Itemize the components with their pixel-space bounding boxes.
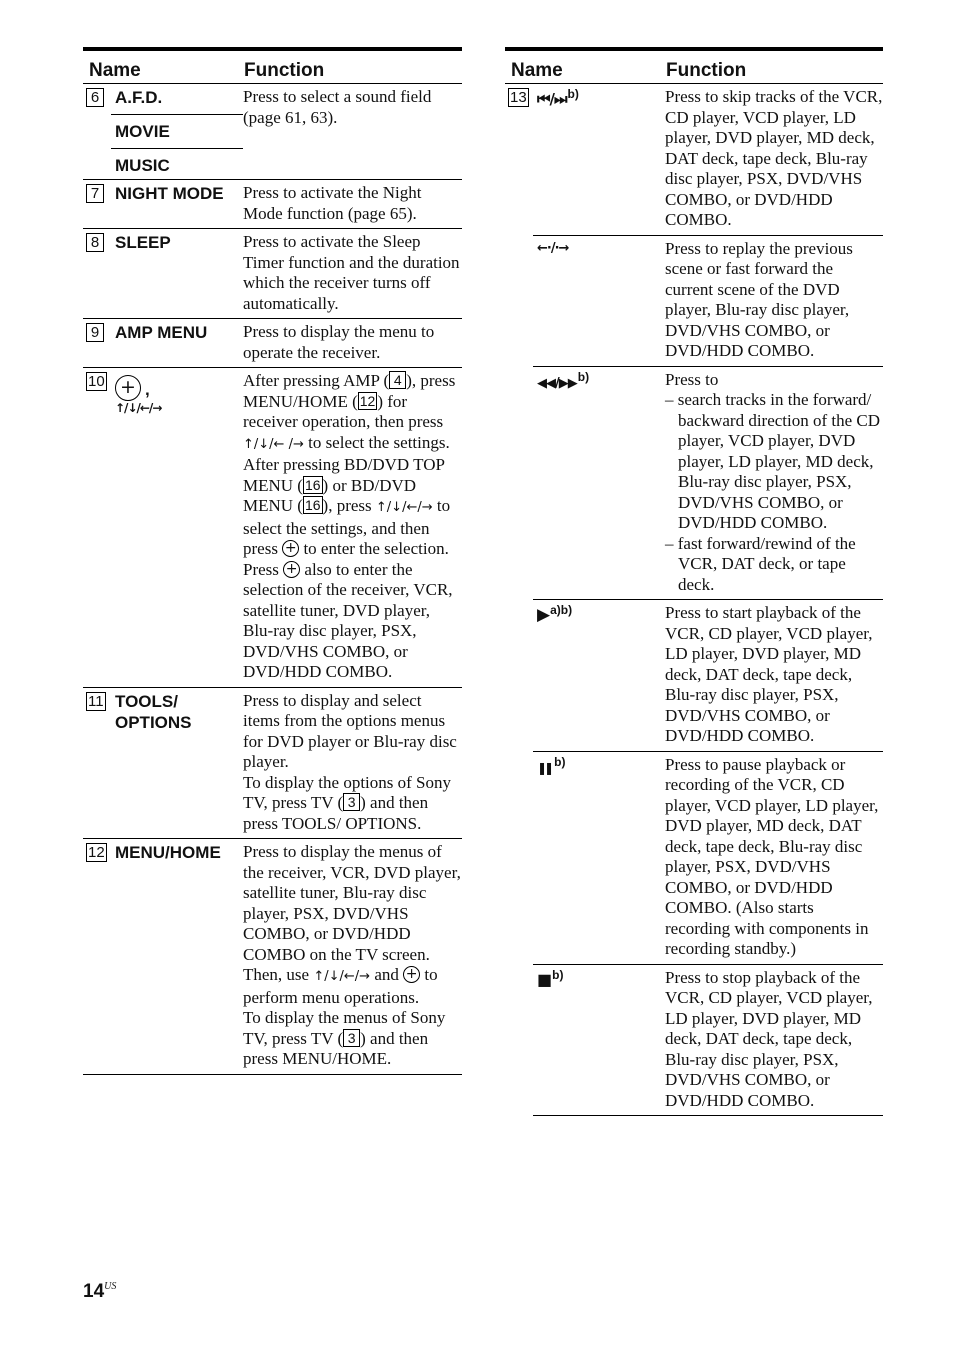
- ref-number-badge: 16: [304, 497, 321, 513]
- name-column-header: Name: [83, 49, 243, 84]
- func-text: to select the settings.: [303, 432, 450, 452]
- table-row: [83, 180, 462, 229]
- function-description: Press to start playback of the VCR, CD player, VCD player, LD player, DVD player, MD deck, DAT deck, tape deck, Blu-ray disc player, PSX, DVD/VHS COMBO, or DVD/HDD COMBO.: [665, 600, 883, 752]
- play-icon: ▶: [537, 605, 550, 625]
- table-row: [83, 229, 462, 319]
- function-description: [243, 839, 462, 1075]
- footnote-mark: b): [577, 369, 590, 384]
- table-row: [83, 84, 462, 180]
- ref-number-badge: 3: [343, 793, 360, 811]
- left-function-table: [83, 47, 462, 1075]
- func-text: to select the settings, and then press: [243, 496, 451, 558]
- amp-menu-button-label: AMP MENU: [115, 323, 208, 342]
- item-number-badge: 9: [86, 323, 104, 342]
- func-text: Press to display the menus of the receiver, VCR, DVD player, satellite tuner, Blu-ray disc player, PSX, DVD/VHS COMBO, or DVD/HDD COMBO on the TV screen.: [243, 842, 461, 964]
- table-row: [83, 839, 462, 1075]
- afd-button-label: A.F.D.: [115, 88, 163, 107]
- name-column-header: Name: [505, 49, 665, 84]
- func-text: to enter the selection.: [299, 539, 449, 558]
- table-row: [83, 368, 462, 688]
- page-number: [83, 1281, 116, 1303]
- footnote-mark: b): [567, 87, 579, 101]
- function-description: Press to replay the previous scene or fast forward the current scene of the DVD player, Blu-ray disc player, DVD/VHS COMBO, or DVD/HDD COMBO.: [665, 235, 883, 366]
- function-column-header: Function: [243, 49, 462, 84]
- function-description: [243, 687, 462, 839]
- list-item: – fast forward/rewind of the VCR, DAT deck, or tape deck.: [665, 533, 856, 594]
- rewind-fast-forward-icon: ◀◀/▶▶: [537, 375, 577, 391]
- function-description: [243, 368, 462, 688]
- table-row: [83, 687, 462, 839]
- enter-circle-icon: [283, 561, 300, 578]
- function-description: Press to pause playback or recording of the VCR, CD player, VCD player, LD player, DVD player, MD deck, DAT deck, tape deck, Blu-ray disc player, PSX, DVD/VHS COMBO, or DVD/HDD COMBO. (Also starts recording with components in recording standby.): [665, 751, 883, 964]
- func-text: ) for receiver operation, then press: [243, 391, 444, 431]
- arrow-keys-icon: ↑/↓/← /→: [243, 436, 304, 452]
- item-number-badge: 13: [510, 89, 527, 106]
- func-text: Press to display and select items from the options menus for DVD player or Blu-ray disc player.: [243, 690, 457, 771]
- enter-circle-icon: [115, 375, 141, 401]
- footnote-mark: a)b): [550, 603, 573, 617]
- func-text: Press to: [665, 369, 719, 389]
- page-number-suffix: US: [104, 1281, 117, 1292]
- replay-advance-icon: ←·/·→: [537, 240, 569, 256]
- menu-home-button-label: MENU/HOME: [115, 843, 221, 862]
- ref-number-badge: 4: [389, 371, 406, 389]
- ref-number-badge: 16: [304, 476, 321, 493]
- item-number-badge: 6: [86, 88, 104, 107]
- skip-prev-next-icon: ⏮/⏭: [537, 90, 567, 108]
- music-button-label: MUSIC: [111, 148, 243, 179]
- ref-number-badge: 12: [359, 392, 376, 409]
- arrow-keys-icon: ↑/↓/←/→: [375, 500, 433, 515]
- enter-circle-icon: [403, 966, 420, 983]
- footnote-mark: b): [552, 967, 564, 982]
- options-button-label: OPTIONS: [115, 712, 192, 732]
- func-text: Press: [243, 559, 284, 579]
- func-text: also to enter the selection of the receiver, VCR, satellite tuner, DVD player, Blu-ray disc player, PSX, DVD/VHS COMBO, or DVD/HDD COMBO.: [243, 559, 453, 681]
- arrow-keys-icon: ↑/↓/←/→: [313, 969, 371, 984]
- table-row: [505, 366, 883, 600]
- func-text: ) or BD/DVD MENU (: [243, 475, 417, 515]
- table-row: [505, 964, 883, 1116]
- func-text: ), press MENU/HOME (: [243, 371, 456, 411]
- table-row: [505, 84, 883, 236]
- func-text: ), press: [322, 496, 376, 515]
- function-column-header: Function: [665, 49, 883, 84]
- list-item: – search tracks in the forward/ backward direction of the CD player, VCD player, DVD player, LD player, MD deck, Blu-ray disc player, PSX, DVD/VHS COMBO, or DVD/HDD COMBO.: [665, 390, 881, 532]
- item-number-badge: 12: [88, 844, 105, 861]
- page-number-value: 14: [83, 1281, 105, 1302]
- pause-icon: ❚❚: [537, 760, 552, 775]
- enter-circle-icon: [282, 540, 299, 557]
- func-text: ) and then press TOOLS/ OPTIONS.: [243, 793, 429, 833]
- function-description: Press to stop playback of the VCR, CD player, VCD player, LD player, DVD player, MD deck, DAT deck, tape deck, Blu-ray disc player, PSX, DVD/VHS COMBO, or DVD/HDD COMBO.: [665, 964, 883, 1116]
- table-row: [505, 600, 883, 752]
- function-description: Press to activate the Sleep Timer function and the duration which the receiver turns off automatically.: [243, 229, 462, 319]
- func-text: and: [370, 965, 404, 984]
- function-description: Press to display the menu to operate the receiver.: [243, 319, 462, 368]
- item-number-badge: 7: [86, 184, 104, 203]
- item-number-badge: 8: [86, 233, 104, 252]
- stop-icon: ■: [537, 969, 552, 989]
- func-text: After pressing BD/DVD TOP MENU (: [243, 455, 445, 495]
- table-row: [83, 319, 462, 368]
- function-description: [665, 366, 883, 600]
- func-text: to perform menu operations.: [243, 965, 438, 1007]
- movie-button-label: MOVIE: [111, 114, 243, 142]
- night-mode-button-label: NIGHT MODE: [115, 184, 224, 203]
- function-description: Press to activate the Night Mode function (page 65).: [243, 180, 462, 229]
- func-text: ) and then press MENU/HOME.: [243, 1028, 429, 1068]
- func-text: Then, use: [243, 965, 314, 984]
- right-function-table: [505, 47, 883, 1116]
- func-text: To display the options of Sony TV, press TV (: [243, 772, 452, 812]
- function-description: Press to skip tracks of the VCR, CD player, VCD player, LD player, DVD player, MD deck, DAT deck, tape deck, Blu-ray disc player, PSX, DVD/VHS COMBO, or DVD/HDD COMBO.: [665, 84, 883, 236]
- tools-button-label: TOOLS/: [115, 691, 178, 711]
- name-separator: ,: [145, 380, 150, 399]
- arrow-buttons-label: ↑/↓/←/→: [115, 401, 162, 415]
- item-number-badge: 11: [88, 692, 104, 710]
- sleep-button-label: SLEEP: [115, 233, 171, 252]
- function-description: Press to select a sound field (page 61, 63).: [243, 84, 462, 180]
- ref-number-badge: 3: [343, 1029, 360, 1047]
- table-row: [505, 751, 883, 964]
- table-row: [505, 235, 883, 366]
- func-text: To display the menus of Sony TV, press TV (: [243, 1008, 446, 1048]
- func-text: After pressing AMP (: [243, 371, 390, 390]
- footnote-mark: b): [554, 754, 566, 769]
- item-number-badge: 10: [88, 373, 105, 390]
